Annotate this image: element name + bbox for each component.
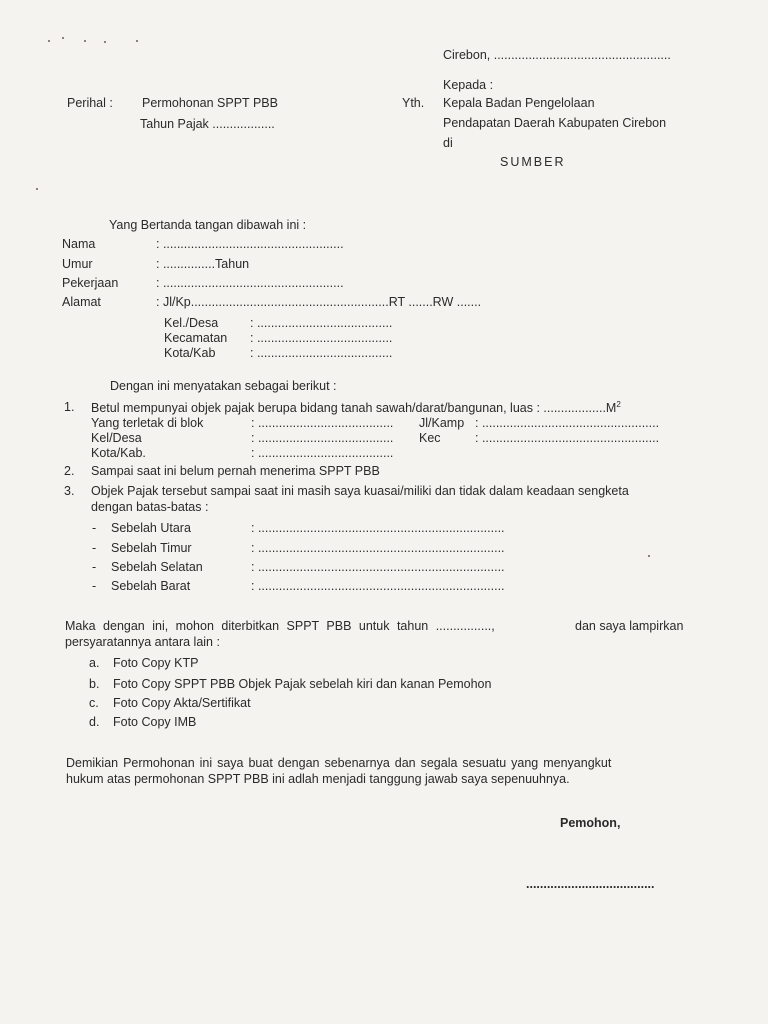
blok-label: Yang terletak di blok [91,416,204,430]
kota-kab-field: : ....................................... [250,346,393,360]
attachment-letter: b. [89,677,100,691]
to-label: Kepada : [443,78,494,92]
closing-line1: Demikian Permohonan ini saya buat dengan sebenarnya dan segala sesuatu yang menyangkut [66,756,612,770]
request-line2: persyaratannya antara lain : [65,635,220,649]
attachment-sppt: Foto Copy SPPT PBB Objek Pajak sebelah kiri dan kanan Pemohon [113,677,492,691]
request-line1b: dan saya lampirkan [575,619,684,633]
scan-speck [48,40,50,42]
city-name: SUMBER [500,155,566,169]
item1-kota-label: Kota/Kab. [91,446,146,460]
kel-desa-label: Kel./Desa [164,316,219,330]
item3-text: Objek Pajak tersebut sampai saat ini masih saya kuasai/miliki dan tidak dalam keadaan sengketa [91,484,629,498]
statement-intro: Dengan ini menyatakan sebagai berikut : [110,379,337,393]
attachment-imb: Foto Copy IMB [113,715,197,729]
kota-kab-label: Kota/Kab [164,346,216,360]
attachment-akta: Foto Copy Akta/Sertifikat [113,696,251,710]
nama-label: Nama [62,237,96,251]
item1-text: Betul mempunyai objek pajak berupa bidang tanah sawah/darat/bangunan, luas : $..................M^2$ [91,400,621,416]
perihal-value: Permohonan SPPT PBB [142,96,278,110]
kel-desa-field: : ....................................... [250,316,393,330]
attachment-ktp: Foto Copy KTP [113,656,199,670]
border-dash: - [92,560,97,574]
kecamatan-field: : ....................................... [250,331,393,345]
jl-kamp-label: Jl/Kamp [419,416,465,430]
nama-field: : .................................................... [156,237,344,251]
border-barat-field: : ....................................................................... [251,579,505,593]
attachment-letter: a. [89,656,100,670]
scan-speck [136,40,138,42]
request-line1a: Maka dengan ini, mohon diterbitkan SPPT PBB untuk tahun ................, [65,619,495,633]
signature-line: ..................................... [526,877,655,891]
pekerjaan-field: : .................................................... [156,276,344,290]
border-dash: - [92,521,97,535]
alamat-label: Alamat [62,295,101,309]
scan-speck [104,41,106,43]
border-dash: - [92,541,97,555]
item1-kel-field: : ....................................... [251,431,394,445]
intro-text: Yang Bertanda tangan dibawah ini : [109,218,307,232]
attachment-letter: d. [89,715,100,729]
scan-speck [84,40,86,42]
scan-speck [36,188,38,190]
umur-label: Umur [62,257,93,271]
border-selatan-label: Sebelah Selatan [111,560,203,574]
attachment-letter: c. [89,696,99,710]
item1-number: 1. [64,400,75,414]
item2-text: Sampai saat ini belum pernah menerima SPPT PBB [91,464,380,478]
recipient-line1: Kepala Badan Pengelolaan [443,96,595,110]
kecamatan-label: Kecamatan [164,331,228,345]
item1-kec-field: : ................................................... [475,431,660,445]
item1-kec-label: Kec [419,431,441,445]
di-label: di [443,136,453,150]
scan-speck [648,555,650,557]
alamat-field: : Jl/Kp.........................................................RT .......RW ....... [156,295,482,309]
place-date-line: Cirebon, ................................................... [443,48,671,62]
border-barat-label: Sebelah Barat [111,579,191,593]
border-dash: - [92,579,97,593]
item2-number: 2. [64,464,75,478]
border-utara-label: Sebelah Utara [111,521,191,535]
blok-field: : ....................................... [251,416,394,430]
border-timur-field: : ....................................................................... [251,541,505,555]
border-utara-field: : ....................................................................... [251,521,505,535]
pekerjaan-label: Pekerjaan [62,276,119,290]
tahun-pajak-line: Tahun Pajak .................. [140,117,275,131]
jl-kamp-field: : ................................................... [475,416,660,430]
umur-field: : ...............Tahun [156,257,250,271]
recipient-line2: Pendapatan Daerah Kabupaten Cirebon [443,116,667,130]
closing-line2: hukum atas permohonan SPPT PBB ini adlah menjadi tanggung jawab saya sepenuuhnya. [66,772,570,786]
item3-number: 3. [64,484,75,498]
pemohon-label: Pemohon, [560,816,621,830]
scan-speck [62,37,64,39]
item1-kel-label: Kel/Desa [91,431,142,445]
perihal-label: Perihal : [67,96,113,110]
border-selatan-field: : ....................................................................... [251,560,505,574]
border-timur-label: Sebelah Timur [111,541,192,555]
yth-label: Yth. [402,96,425,110]
item3-text-cont: dengan batas-batas : [91,500,209,514]
item1-kota-field: : ....................................... [251,446,394,460]
